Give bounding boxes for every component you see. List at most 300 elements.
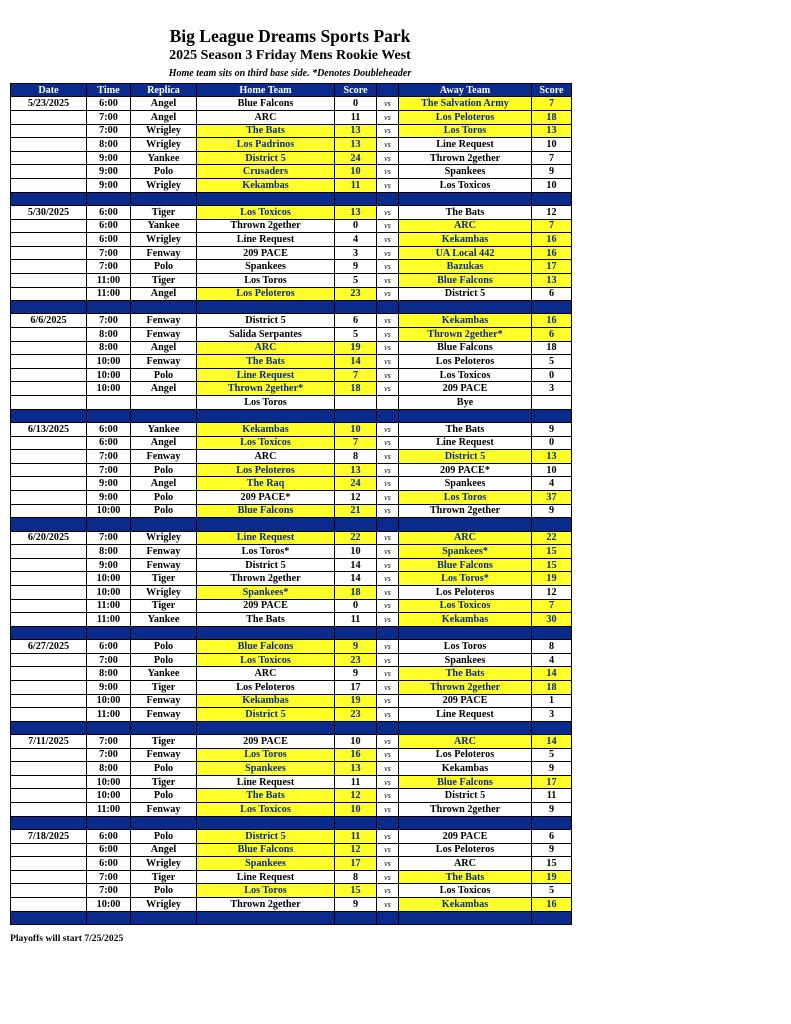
- separator-cell: [11, 409, 87, 422]
- home-team-cell: Line Request: [197, 531, 335, 545]
- home-score-cell: 0: [335, 599, 377, 613]
- replica-cell: Polo: [131, 884, 197, 898]
- time-cell: 7:00: [87, 260, 131, 274]
- away-score-cell: 6: [532, 287, 572, 301]
- date-cell: [11, 748, 87, 762]
- table-row: [11, 165, 572, 179]
- replica-cell: Wrigley: [131, 124, 197, 138]
- time-cell: 6:00: [87, 97, 131, 111]
- away-team-cell: 209 PACE*: [399, 463, 532, 477]
- away-team-cell: The Bats: [399, 667, 532, 681]
- separator-cell: [377, 301, 399, 314]
- date-cell: [11, 273, 87, 287]
- date-cell: [11, 789, 87, 803]
- away-team-cell: Los Peloteros: [399, 110, 532, 124]
- away-team-cell: Thrown 2gether: [399, 504, 532, 518]
- time-cell: 6:00: [87, 857, 131, 871]
- away-team-cell: District 5: [399, 450, 532, 464]
- table-row: [11, 178, 572, 192]
- separator-cell: [87, 626, 131, 639]
- date-cell: [11, 680, 87, 694]
- home-team-cell: Los Padrinos: [197, 138, 335, 152]
- home-score-cell: 13: [335, 762, 377, 776]
- away-team-cell: District 5: [399, 287, 532, 301]
- separator-cell: [399, 911, 532, 924]
- time-cell: 8:00: [87, 545, 131, 559]
- date-cell: [11, 341, 87, 355]
- home-score-cell: 24: [335, 477, 377, 491]
- replica-cell: Yankee: [131, 219, 197, 233]
- time-cell: 7:00: [87, 314, 131, 328]
- away-team-cell: ARC: [399, 857, 532, 871]
- table-row: [11, 857, 572, 871]
- time-cell: 9:00: [87, 558, 131, 572]
- vs-label: vs: [377, 653, 399, 667]
- away-team-cell: Kekambas: [399, 314, 532, 328]
- separator-cell: [197, 721, 335, 734]
- time-cell: 6:00: [87, 219, 131, 233]
- time-cell: 10:00: [87, 694, 131, 708]
- away-team-cell: 209 PACE: [399, 694, 532, 708]
- date-cell: [11, 219, 87, 233]
- away-score-cell: 10: [532, 178, 572, 192]
- date-cell: [11, 884, 87, 898]
- table-row: [11, 151, 572, 165]
- date-cell: [11, 870, 87, 884]
- vs-label: vs: [377, 884, 399, 898]
- away-score-cell: 22: [532, 531, 572, 545]
- home-team-cell: Thrown 2gether: [197, 219, 335, 233]
- separator-cell: [197, 301, 335, 314]
- away-team-cell: Thrown 2gether: [399, 151, 532, 165]
- replica-cell: Tiger: [131, 735, 197, 749]
- table-row: [11, 368, 572, 382]
- replica-cell: Tiger: [131, 572, 197, 586]
- vs-label: vs: [377, 694, 399, 708]
- date-cell: [11, 287, 87, 301]
- away-team-cell: Los Toros: [399, 640, 532, 654]
- away-score-cell: 15: [532, 558, 572, 572]
- vs-label: [377, 396, 399, 410]
- time-cell: 11:00: [87, 287, 131, 301]
- home-score-cell: 12: [335, 491, 377, 505]
- replica-cell: Fenway: [131, 355, 197, 369]
- separator-cell: [131, 816, 197, 829]
- away-team-cell: Los Toros*: [399, 572, 532, 586]
- table-row: [11, 531, 572, 545]
- away-score-cell: 16: [532, 898, 572, 912]
- away-score-cell: 19: [532, 870, 572, 884]
- home-score-cell: 8: [335, 450, 377, 464]
- time-cell: 8:00: [87, 138, 131, 152]
- table-row: [11, 205, 572, 219]
- vs-label: vs: [377, 450, 399, 464]
- home-team-cell: 209 PACE: [197, 599, 335, 613]
- away-team-cell: The Bats: [399, 870, 532, 884]
- vs-label: vs: [377, 680, 399, 694]
- away-score-cell: 13: [532, 273, 572, 287]
- vs-label: vs: [377, 775, 399, 789]
- replica-cell: Yankee: [131, 423, 197, 437]
- home-team-cell: The Raq: [197, 477, 335, 491]
- vs-label: vs: [377, 341, 399, 355]
- home-team-cell: Thrown 2gether*: [197, 382, 335, 396]
- away-team-cell: 209 PACE: [399, 382, 532, 396]
- time-cell: 6:00: [87, 423, 131, 437]
- home-team-cell: District 5: [197, 151, 335, 165]
- time-cell: 7:00: [87, 450, 131, 464]
- replica-cell: Fenway: [131, 803, 197, 817]
- time-cell: 11:00: [87, 273, 131, 287]
- separator-cell: [11, 816, 87, 829]
- home-team-cell: Los Toros: [197, 748, 335, 762]
- separator-cell: [197, 192, 335, 205]
- vs-label: vs: [377, 287, 399, 301]
- home-team-cell: Spankees: [197, 260, 335, 274]
- vs-label: vs: [377, 857, 399, 871]
- away-score-cell: 18: [532, 341, 572, 355]
- away-score-cell: 12: [532, 585, 572, 599]
- vs-label: vs: [377, 558, 399, 572]
- date-cell: [11, 477, 87, 491]
- separator-cell: [11, 301, 87, 314]
- replica-cell: Fenway: [131, 694, 197, 708]
- vs-label: vs: [377, 328, 399, 342]
- separator-cell: [377, 192, 399, 205]
- date-cell: [11, 328, 87, 342]
- replica-cell: Angel: [131, 843, 197, 857]
- vs-label: vs: [377, 368, 399, 382]
- replica-cell: Polo: [131, 165, 197, 179]
- separator-cell: [532, 721, 572, 734]
- away-score-cell: 9: [532, 843, 572, 857]
- time-cell: 10:00: [87, 504, 131, 518]
- separator-cell: [87, 911, 131, 924]
- separator-cell: [87, 816, 131, 829]
- replica-cell: Yankee: [131, 613, 197, 627]
- away-score-cell: 4: [532, 477, 572, 491]
- vs-label: vs: [377, 585, 399, 599]
- table-row: [11, 328, 572, 342]
- home-team-cell: 209 PACE: [197, 735, 335, 749]
- home-score-cell: 8: [335, 870, 377, 884]
- home-team-cell: Los Toxicos: [197, 803, 335, 817]
- home-score-cell: 9: [335, 260, 377, 274]
- table-row: [11, 273, 572, 287]
- time-cell: 7:00: [87, 884, 131, 898]
- time-cell: 8:00: [87, 667, 131, 681]
- separator-cell: [335, 518, 377, 531]
- home-team-cell: ARC: [197, 450, 335, 464]
- vs-label: vs: [377, 260, 399, 274]
- replica-cell: Polo: [131, 830, 197, 844]
- replica-cell: Angel: [131, 436, 197, 450]
- separator-cell: [335, 409, 377, 422]
- table-row: [11, 680, 572, 694]
- separator-cell: [377, 626, 399, 639]
- date-cell: 5/30/2025: [11, 205, 87, 219]
- away-score-cell: 6: [532, 328, 572, 342]
- separator-cell: [131, 721, 197, 734]
- home-score-cell: 13: [335, 138, 377, 152]
- vs-label: vs: [377, 667, 399, 681]
- separator-cell: [399, 721, 532, 734]
- replica-cell: Fenway: [131, 545, 197, 559]
- away-team-cell: Los Toxicos: [399, 599, 532, 613]
- away-score-cell: 1: [532, 694, 572, 708]
- home-score-cell: 13: [335, 463, 377, 477]
- home-score-cell: 14: [335, 558, 377, 572]
- time-cell: 10:00: [87, 355, 131, 369]
- column-header-row: [11, 84, 572, 97]
- date-cell: 5/23/2025: [11, 97, 87, 111]
- away-score-cell: 3: [532, 382, 572, 396]
- table-row: [11, 585, 572, 599]
- home-team-cell: Blue Falcons: [197, 640, 335, 654]
- away-score-cell: 5: [532, 355, 572, 369]
- away-score-cell: 7: [532, 599, 572, 613]
- separator-cell: [399, 301, 532, 314]
- away-team-cell: The Salvation Army: [399, 97, 532, 111]
- away-score-cell: 16: [532, 233, 572, 247]
- home-score-cell: 12: [335, 789, 377, 803]
- table-row: [11, 545, 572, 559]
- home-score-cell: 12: [335, 843, 377, 857]
- date-cell: [11, 436, 87, 450]
- away-score-cell: 11: [532, 789, 572, 803]
- separator-cell: [131, 192, 197, 205]
- replica-cell: Tiger: [131, 775, 197, 789]
- home-team-cell: Thrown 2gether: [197, 572, 335, 586]
- vs-label: vs: [377, 491, 399, 505]
- separator-cell: [335, 911, 377, 924]
- away-team-cell: ARC: [399, 219, 532, 233]
- replica-cell: Fenway: [131, 314, 197, 328]
- home-team-cell: Los Toxicos: [197, 205, 335, 219]
- home-score-cell: 17: [335, 857, 377, 871]
- away-team-cell: Bye: [399, 396, 532, 410]
- replica-cell: Wrigley: [131, 138, 197, 152]
- date-cell: 7/18/2025: [11, 830, 87, 844]
- week-separator: [11, 721, 572, 734]
- home-team-cell: 209 PACE: [197, 246, 335, 260]
- time-cell: 6:00: [87, 843, 131, 857]
- date-cell: [11, 599, 87, 613]
- vs-label: vs: [377, 477, 399, 491]
- table-row: [11, 396, 572, 410]
- replica-cell: Polo: [131, 640, 197, 654]
- separator-cell: [377, 911, 399, 924]
- home-score-cell: 23: [335, 653, 377, 667]
- separator-cell: [399, 816, 532, 829]
- table-row: [11, 382, 572, 396]
- vs-label: vs: [377, 355, 399, 369]
- away-score-cell: 14: [532, 667, 572, 681]
- week-separator: [11, 816, 572, 829]
- replica-cell: Wrigley: [131, 585, 197, 599]
- vs-label: vs: [377, 233, 399, 247]
- home-team-cell: Line Request: [197, 368, 335, 382]
- home-score-cell: 10: [335, 423, 377, 437]
- table-row: [11, 97, 572, 111]
- home-score-cell: 5: [335, 328, 377, 342]
- separator-cell: [87, 301, 131, 314]
- separator-cell: [532, 409, 572, 422]
- away-team-cell: Line Request: [399, 138, 532, 152]
- time-cell: 8:00: [87, 762, 131, 776]
- date-cell: [11, 504, 87, 518]
- away-score-cell: 5: [532, 748, 572, 762]
- away-score-cell: 15: [532, 857, 572, 871]
- separator-cell: [335, 721, 377, 734]
- date-cell: [11, 545, 87, 559]
- week-separator: [11, 518, 572, 531]
- away-score-cell: 14: [532, 735, 572, 749]
- time-cell: [87, 396, 131, 410]
- home-team-cell: The Bats: [197, 124, 335, 138]
- separator-cell: [131, 409, 197, 422]
- week-separator: [11, 626, 572, 639]
- home-team-cell: Salida Serpantes: [197, 328, 335, 342]
- table-row: [11, 898, 572, 912]
- week-separator: [11, 301, 572, 314]
- time-cell: 10:00: [87, 789, 131, 803]
- table-row: [11, 789, 572, 803]
- away-score-cell: 3: [532, 708, 572, 722]
- date-cell: [11, 368, 87, 382]
- away-score-cell: 37: [532, 491, 572, 505]
- table-row: [11, 314, 572, 328]
- home-score-cell: 13: [335, 124, 377, 138]
- away-team-cell: Los Toros: [399, 124, 532, 138]
- replica-cell: Polo: [131, 260, 197, 274]
- vs-label: vs: [377, 870, 399, 884]
- time-cell: 9:00: [87, 491, 131, 505]
- time-cell: 11:00: [87, 613, 131, 627]
- home-score-cell: 0: [335, 219, 377, 233]
- separator-cell: [335, 816, 377, 829]
- home-team-cell: Los Toxicos: [197, 653, 335, 667]
- time-cell: 8:00: [87, 341, 131, 355]
- footer-note: Playoffs will start 7/25/2025: [10, 933, 124, 944]
- table-row: [11, 436, 572, 450]
- time-cell: 10:00: [87, 775, 131, 789]
- away-team-cell: District 5: [399, 789, 532, 803]
- away-team-cell: Blue Falcons: [399, 775, 532, 789]
- table-row: [11, 341, 572, 355]
- time-cell: 6:00: [87, 436, 131, 450]
- time-cell: 9:00: [87, 165, 131, 179]
- away-team-cell: Bazukas: [399, 260, 532, 274]
- replica-cell: Angel: [131, 477, 197, 491]
- replica-cell: Polo: [131, 368, 197, 382]
- replica-cell: Angel: [131, 110, 197, 124]
- date-cell: [11, 151, 87, 165]
- home-score-cell: 16: [335, 748, 377, 762]
- away-score-cell: 12: [532, 205, 572, 219]
- date-cell: [11, 708, 87, 722]
- away-score-cell: 19: [532, 572, 572, 586]
- date-cell: [11, 138, 87, 152]
- separator-cell: [377, 518, 399, 531]
- time-cell: 6:00: [87, 205, 131, 219]
- replica-cell: Tiger: [131, 599, 197, 613]
- replica-cell: Fenway: [131, 328, 197, 342]
- table-row: [11, 219, 572, 233]
- date-cell: 6/13/2025: [11, 423, 87, 437]
- replica-cell: Angel: [131, 97, 197, 111]
- away-score-cell: 7: [532, 151, 572, 165]
- away-score-cell: [532, 396, 572, 410]
- separator-cell: [197, 816, 335, 829]
- column-header-home-score: Score: [335, 84, 377, 97]
- table-row: [11, 613, 572, 627]
- away-team-cell: Spankees: [399, 653, 532, 667]
- time-cell: 7:00: [87, 463, 131, 477]
- table-row: [11, 572, 572, 586]
- away-score-cell: 9: [532, 504, 572, 518]
- home-team-cell: Los Peloteros: [197, 287, 335, 301]
- table-row: [11, 640, 572, 654]
- away-score-cell: 16: [532, 314, 572, 328]
- separator-cell: [399, 192, 532, 205]
- away-score-cell: 6: [532, 830, 572, 844]
- vs-label: vs: [377, 830, 399, 844]
- table-row: [11, 803, 572, 817]
- home-team-cell: Los Peloteros: [197, 680, 335, 694]
- table-row: [11, 124, 572, 138]
- away-team-cell: Los Peloteros: [399, 355, 532, 369]
- replica-cell: Angel: [131, 341, 197, 355]
- separator-cell: [11, 192, 87, 205]
- table-row: [11, 762, 572, 776]
- table-row: [11, 138, 572, 152]
- separator-cell: [532, 816, 572, 829]
- date-cell: [11, 857, 87, 871]
- date-cell: [11, 463, 87, 477]
- date-cell: [11, 260, 87, 274]
- away-score-cell: 0: [532, 436, 572, 450]
- column-header-home-team: Home Team: [197, 84, 335, 97]
- date-cell: [11, 775, 87, 789]
- table-row: [11, 599, 572, 613]
- away-score-cell: 7: [532, 219, 572, 233]
- separator-cell: [11, 626, 87, 639]
- vs-label: vs: [377, 314, 399, 328]
- away-team-cell: Blue Falcons: [399, 558, 532, 572]
- time-cell: 7:00: [87, 246, 131, 260]
- time-cell: 7:00: [87, 653, 131, 667]
- home-team-cell: District 5: [197, 708, 335, 722]
- home-team-cell: ARC: [197, 341, 335, 355]
- home-team-cell: The Bats: [197, 789, 335, 803]
- table-row: [11, 775, 572, 789]
- time-cell: 6:00: [87, 830, 131, 844]
- home-team-cell: Line Request: [197, 870, 335, 884]
- vs-label: vs: [377, 748, 399, 762]
- date-cell: [11, 124, 87, 138]
- table-row: [11, 246, 572, 260]
- away-score-cell: 9: [532, 803, 572, 817]
- column-header-date: Date: [11, 84, 87, 97]
- home-team-cell: Spankees: [197, 762, 335, 776]
- away-score-cell: 9: [532, 762, 572, 776]
- vs-label: vs: [377, 708, 399, 722]
- separator-cell: [197, 518, 335, 531]
- time-cell: 10:00: [87, 368, 131, 382]
- home-team-cell: Kekambas: [197, 694, 335, 708]
- replica-cell: Yankee: [131, 667, 197, 681]
